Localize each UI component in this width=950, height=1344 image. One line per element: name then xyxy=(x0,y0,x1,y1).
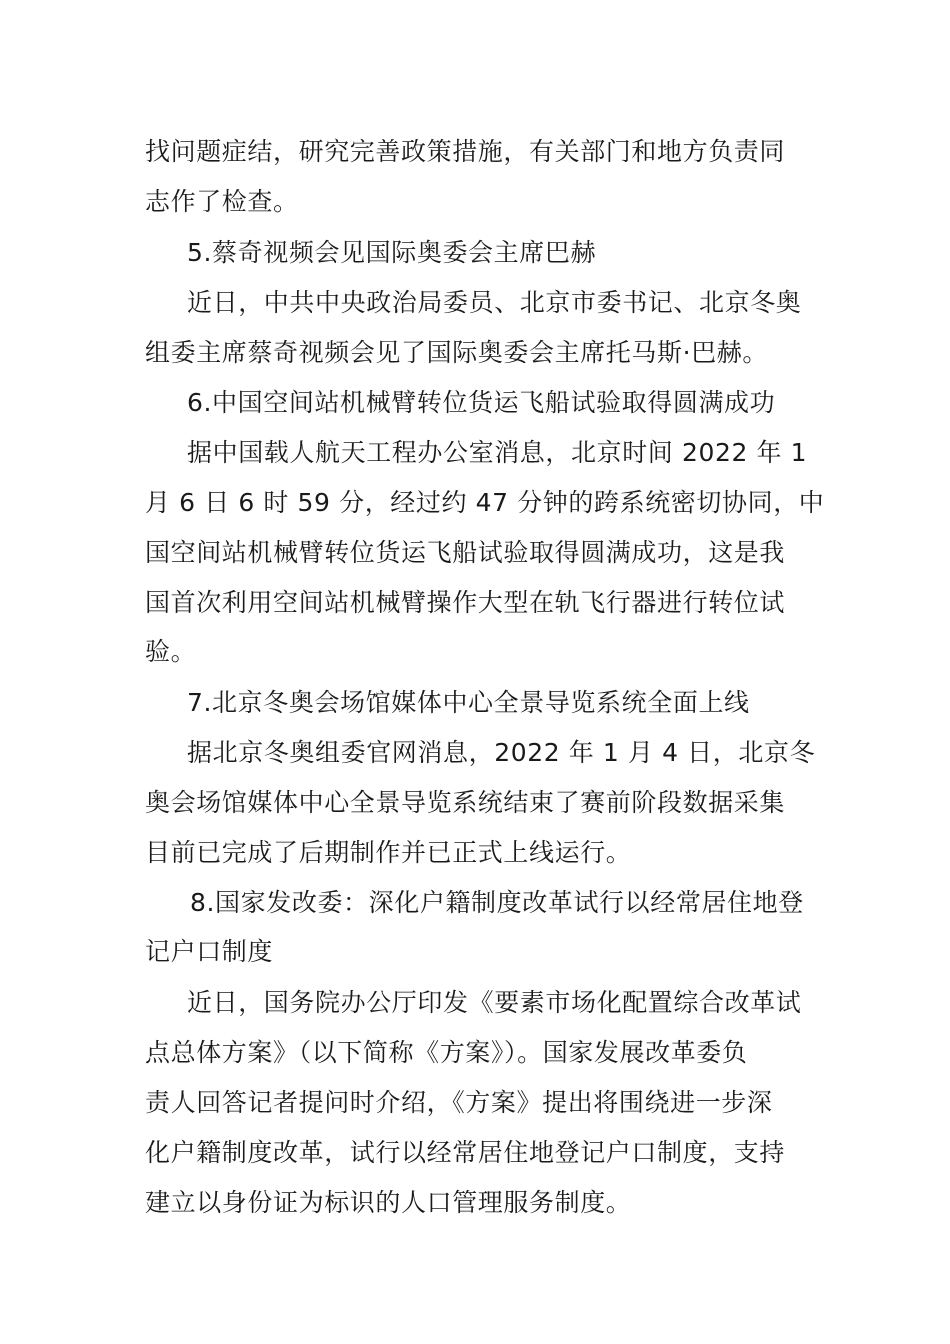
section-heading-8-continued: 记户口制度 xyxy=(145,937,274,966)
paragraph-line: 国空间站机械臂转位货运飞船试验取得圆满成功，这是我 xyxy=(145,538,786,567)
paragraph-line: 责人回答记者提问时介绍，《方案》提出将围绕进一步深 xyxy=(145,1088,773,1117)
paragraph-line: 组委主席蔡奇视频会见了国际奥委会主席托马斯·巴赫。 xyxy=(145,338,768,367)
paragraph-line: 近日，国务院办公厅印发《要素市场化配置综合改革试 xyxy=(187,988,802,1017)
paragraph-line: 目前已完成了后期制作并已正式上线运行。 xyxy=(145,838,632,867)
paragraph-line: 据中国载人航天工程办公室消息，北京时间 2022 年 1 xyxy=(187,438,808,467)
paragraph-line: 找问题症结，研究完善政策措施，有关部门和地方负责同 xyxy=(145,137,786,166)
section-heading-8: 8.国家发改委：深化户籍制度改革试行以经常居住地登 xyxy=(190,888,804,917)
paragraph-line: 国首次利用空间站机械臂操作大型在轨飞行器进行转位试 xyxy=(145,588,786,617)
paragraph-line: 建立以身份证为标识的人口管理服务制度。 xyxy=(145,1188,632,1217)
paragraph-line: 据北京冬奥组委官网消息，2022 年 1 月 4 日，北京冬 xyxy=(187,738,816,767)
paragraph-line: 化户籍制度改革，试行以经常居住地登记户口制度，支持 xyxy=(145,1138,786,1167)
paragraph-line: 志作了检查。 xyxy=(145,187,299,216)
section-heading-7: 7.北京冬奥会场馆媒体中心全景导览系统全面上线 xyxy=(187,688,750,717)
section-heading-6: 6.中国空间站机械臂转位货运飞船试验取得圆满成功 xyxy=(187,388,776,417)
paragraph-line: 月 6 日 6 时 59 分，经过约 47 分钟的跨系统密切协同，中 xyxy=(145,488,825,517)
paragraph-line: 奥会场馆媒体中心全景导览系统结束了赛前阶段数据采集 xyxy=(145,788,786,817)
section-heading-5: 5.蔡奇视频会见国际奥委会主席巴赫 xyxy=(187,238,597,267)
paragraph-line: 近日，中共中央政治局委员、北京市委书记、北京冬奥 xyxy=(187,288,802,317)
paragraph-line: 验。 xyxy=(145,637,197,666)
paragraph-line: 点总体方案》（以下简称《方案》）。国家发展改革委负 xyxy=(145,1038,748,1067)
